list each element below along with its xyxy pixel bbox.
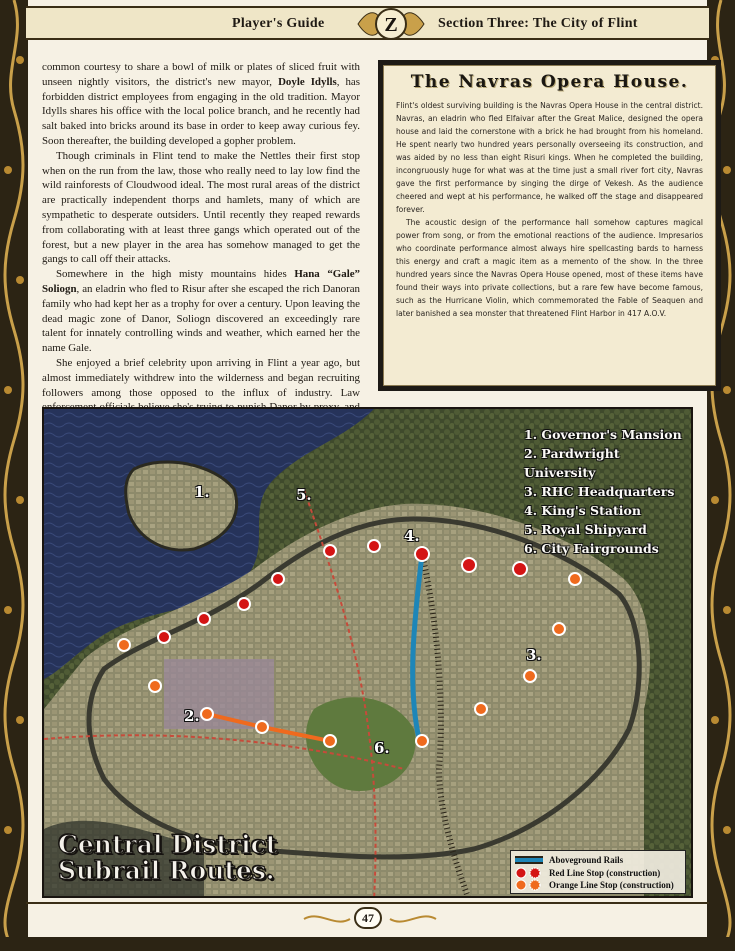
red-stop-kings-station bbox=[415, 547, 429, 561]
orange-stop bbox=[569, 573, 581, 585]
orange-stop bbox=[416, 735, 428, 747]
npc-name-hana: Hana “Gale” Soliogn bbox=[42, 268, 360, 295]
left-ornate-border bbox=[0, 0, 28, 951]
page-header bbox=[26, 6, 709, 40]
district-map bbox=[42, 407, 693, 898]
body-paragraph-4: She enjoyed a brief celebrity upon arriving in Flint a year ago, but almost immediately withdrew into the wilderness and began recruiting followers among those opposed to the influx of industry. Law bbox=[42, 356, 360, 399]
bottom-border bbox=[0, 937, 735, 951]
map-marker-1: 1. bbox=[194, 483, 210, 501]
orange-stop bbox=[149, 680, 161, 692]
body-text-column bbox=[42, 60, 360, 430]
location-key-item: 6. City Fairgrounds bbox=[524, 541, 659, 556]
sidebar-paragraph-2: The acoustic design of the performance hall somehow captures magical power from song, or from the emotional reactions of the audience. Impresarios who coordinate performance almost always hire spellcasting bards to harness this energy and craft a magic item as a memento of the show. In the three hundred years since the Navras Opera House opened, most of these items have found their ways into private collections, but a rare few have become famous, such as the Hurricane Violin, which commemorated the Fable of Seaquen and later banished a sea monster that threatened Flint Harbor in 417 A.O.V. bbox=[396, 218, 703, 318]
location-key-item: 2. Pardwright University bbox=[524, 446, 620, 480]
red-construction-stop bbox=[324, 545, 336, 557]
location-key-item: 1. Governor's Mansion bbox=[524, 427, 682, 442]
orange-stop-swatch-icon bbox=[515, 879, 543, 891]
body-paragraph-3: Somewhere in the high misty mountains hides Hana “Gale” Soliogn, an eladrin who fled to Risur after she escaped the rich Danoran family who had kept her as a trophy for over a century. Upon leaving the dead magic zone of Danor, Soliogn discovered an exceedingly rare talent for innately controlling winds and weather, which earned her the name Gale. bbox=[42, 268, 360, 355]
orange-stop bbox=[118, 639, 130, 651]
map-marker-5: 5. bbox=[296, 486, 312, 504]
orange-stop bbox=[524, 670, 536, 682]
zeitgeist-emblem-icon bbox=[356, 5, 426, 43]
body-paragraph-1: common courtesy to share a bowl of milk or plates of sliced fruit with unseen nightly visitors, the district's new mayor, Doyle Idylls, has forbidden district employees from engaging in the old tradition. Mayor Idylls shares his office with the local police branch, and he recently had salt baked into bricks around its base in order to keep away curious fey. Soon thereafter, the building developed a gopher problem. bbox=[42, 61, 360, 147]
page-number: 47 bbox=[354, 907, 382, 929]
red-stop bbox=[462, 558, 476, 572]
sidebar-paragraph-1: Flint's oldest surviving building is the Navras Opera House in the central district. Navras, an eladrin who fled Elfaivar after the Great Malice, designed the opera house and laid the cornerstone with a brick he had brought from his homeland. He spent nearly two hundred years personally overseeing its construction, and was aided by no less than eight Risuri kings. When he completed the building, incongruously huge for what was at the time just a small river fort city, Navras gave the first performance by singing the dirge of Vekesh. As the audience cheered and wept at his performance, he walked off the stage and disappeared forever. bbox=[396, 101, 703, 214]
map-marker-6: 6. bbox=[374, 739, 390, 757]
legend-row-rails bbox=[515, 854, 681, 867]
map-title-line-1: Central District bbox=[58, 830, 278, 859]
header-section-title: Section Three: The City of Flint bbox=[438, 16, 638, 31]
sidebar-title: The Navras Opera House. bbox=[410, 72, 689, 92]
location-key-item: 5. Royal Shipyard bbox=[524, 522, 647, 537]
emblem-letter: Z bbox=[384, 14, 398, 36]
opera-house-sidebar bbox=[378, 60, 721, 391]
orange-stop bbox=[256, 721, 268, 733]
location-key bbox=[524, 425, 691, 558]
map-title-line-2: Subrail Routes. bbox=[58, 856, 275, 885]
header-book-title: Player's Guide bbox=[232, 16, 325, 31]
orange-stop bbox=[553, 623, 565, 635]
legend-orange-label: Orange Line Stop (construction) bbox=[549, 880, 674, 891]
map-marker-2: 2. bbox=[184, 707, 200, 725]
red-construction-stop bbox=[198, 613, 210, 625]
map-marker-3: 3. bbox=[526, 646, 542, 664]
red-stop-swatch-icon bbox=[515, 867, 543, 879]
route-legend bbox=[510, 850, 686, 894]
body-paragraph-2: Though criminals in Flint tend to make the Nettles their first stop when on the run from the law, those who really need to lay low find the wild rainforests of Cloudwood ideal. The most rural areas of the district are practically independent thorps and hamlets, many of which are sympathetic to desperate outsiders. Until recently they reaped rewards from collaborating with at least three gangs which operated out of the forest, but a new player in the area has somehow managed to get the gangs to call off their attacks. bbox=[42, 149, 360, 266]
legend-row-red bbox=[515, 867, 681, 880]
red-construction-stop bbox=[158, 631, 170, 643]
orange-stop bbox=[201, 708, 213, 720]
legend-rails-label: Aboveground Rails bbox=[549, 855, 624, 866]
orange-stop bbox=[475, 703, 487, 715]
red-construction-stop bbox=[272, 573, 284, 585]
map-marker-4: 4. bbox=[404, 527, 420, 545]
map-title bbox=[58, 832, 277, 884]
orange-stop bbox=[324, 735, 336, 747]
legend-red-label: Red Line Stop (construction) bbox=[549, 867, 661, 878]
location-key-item: 4. King's Station bbox=[524, 503, 641, 518]
red-construction-stop bbox=[238, 598, 250, 610]
rail-swatch-icon bbox=[515, 854, 543, 866]
red-stop bbox=[513, 562, 527, 576]
left-vine-ornament bbox=[0, 0, 28, 951]
red-construction-stop bbox=[368, 540, 380, 552]
location-key-item: 3. RHC Headquarters bbox=[524, 484, 675, 499]
legend-row-orange bbox=[515, 879, 681, 892]
npc-name-doyle: Doyle Idylls bbox=[278, 75, 337, 88]
